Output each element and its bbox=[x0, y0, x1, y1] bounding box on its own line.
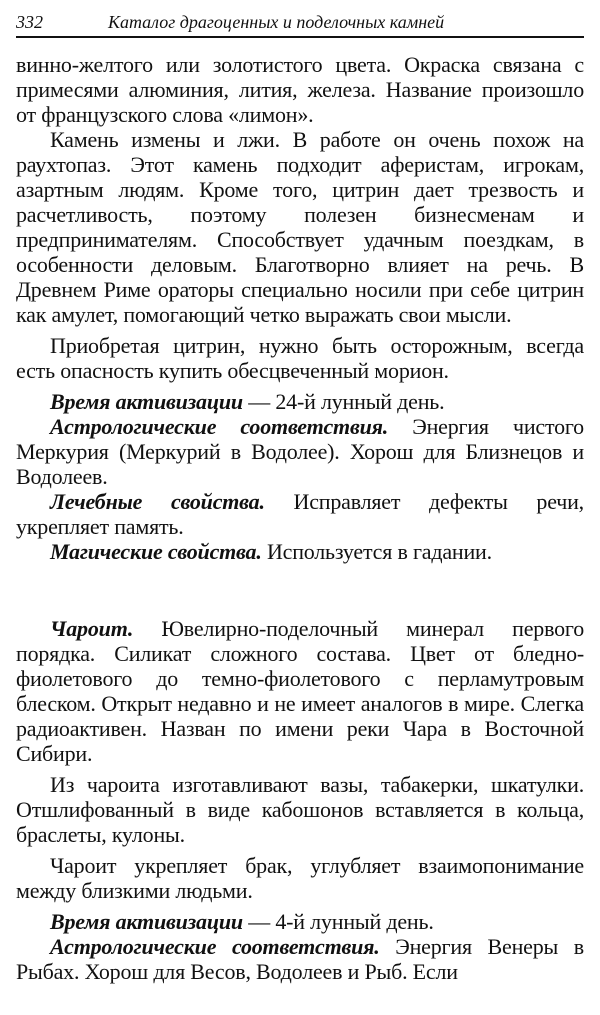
astrology-text-2: Энергия Венеры в Рыбах. Хорош для Весов, Водолеев и Рыб. Если bbox=[16, 934, 584, 984]
paragraph-charoite-uses: Из чароита изготавливают вазы, табакерки, шкатулки. Отшлифованный в виде кабошонов вставляется в кольца, браслеты, кулоны. bbox=[16, 772, 584, 847]
term-charoite: Чароит. bbox=[50, 616, 134, 641]
page-number: 332 bbox=[16, 12, 43, 32]
paragraph-citrine-warning: Приобретая цитрин, нужно быть осторожным, всегда есть опасность купить обесцвеченный морион. bbox=[16, 333, 584, 383]
running-title: Каталог драгоценных и поделочных камней bbox=[108, 12, 445, 32]
paragraph-citrine-color: винно-желтого или золотистого цвета. Окраска связана с примесями алюминия, лития, железа. Название произошло от французского слова «лимон». bbox=[16, 52, 584, 127]
activation-text-2: — 4-й лунный день. bbox=[242, 909, 434, 934]
paragraph-citrine-healing bbox=[16, 489, 584, 539]
term-healing: Лечебные свойства. bbox=[50, 489, 265, 514]
term-astrology-2: Астрологические соответствия. bbox=[50, 934, 380, 959]
paragraph-citrine-magic bbox=[16, 539, 584, 564]
magic-text: Используется в гадании. bbox=[261, 539, 492, 564]
term-activation-time-2: Время активизации bbox=[50, 909, 243, 934]
healing-text: Исправляет дефекты речи, укрепляет память. bbox=[16, 489, 584, 539]
paragraph-charoite-astrology bbox=[16, 934, 584, 984]
book-page bbox=[16, 8, 584, 984]
paragraph-charoite-activation bbox=[16, 909, 584, 934]
term-magic: Магические свойства. bbox=[50, 539, 262, 564]
term-astrology: Астрологические соответствия. bbox=[50, 414, 389, 439]
term-activation-time: Время активизации bbox=[50, 389, 243, 414]
charoite-text: Ювелирно-поделочный минерал первого порядка. Силикат сложного состава. Цвет от бледно-фиолетового до темно-фиолетового с перламутровым блеском. Открыт недавно и не имеет аналогов в мире. Слегка радиоактивен. Назван по имени реки Чара в Восточной Сибири. bbox=[16, 616, 584, 766]
paragraph-citrine-astrology bbox=[16, 414, 584, 489]
paragraph-charoite-marriage: Чароит укрепляет брак, углубляет взаимопонимание между близкими людьми. bbox=[16, 853, 584, 903]
page-header bbox=[16, 8, 584, 38]
paragraph-charoite-intro bbox=[16, 616, 584, 766]
astrology-text: Энергия чистого Меркурия (Меркурий в Водолее). Хорош для Близнецов и Водолеев. bbox=[16, 414, 584, 489]
page-body bbox=[16, 52, 584, 984]
paragraph-citrine-properties: Камень измены и лжи. В работе он очень похож на раухтопаз. Этот камень подходит аферистам, игрокам, азартным людям. Кроме того, цитрин дает трезвость и расчетливость, поэтому полезен бизнесменам и предпринимателям. Способствует удачным поездкам, в особенности деловым. Благотворно влияет на речь. В Древнем Риме ораторы специально носили при себе цитрин как амулет, помогающий четко выражать свои мысли. bbox=[16, 127, 584, 327]
paragraph-citrine-activation bbox=[16, 389, 584, 414]
activation-text: — 24-й лунный день. bbox=[242, 389, 445, 414]
